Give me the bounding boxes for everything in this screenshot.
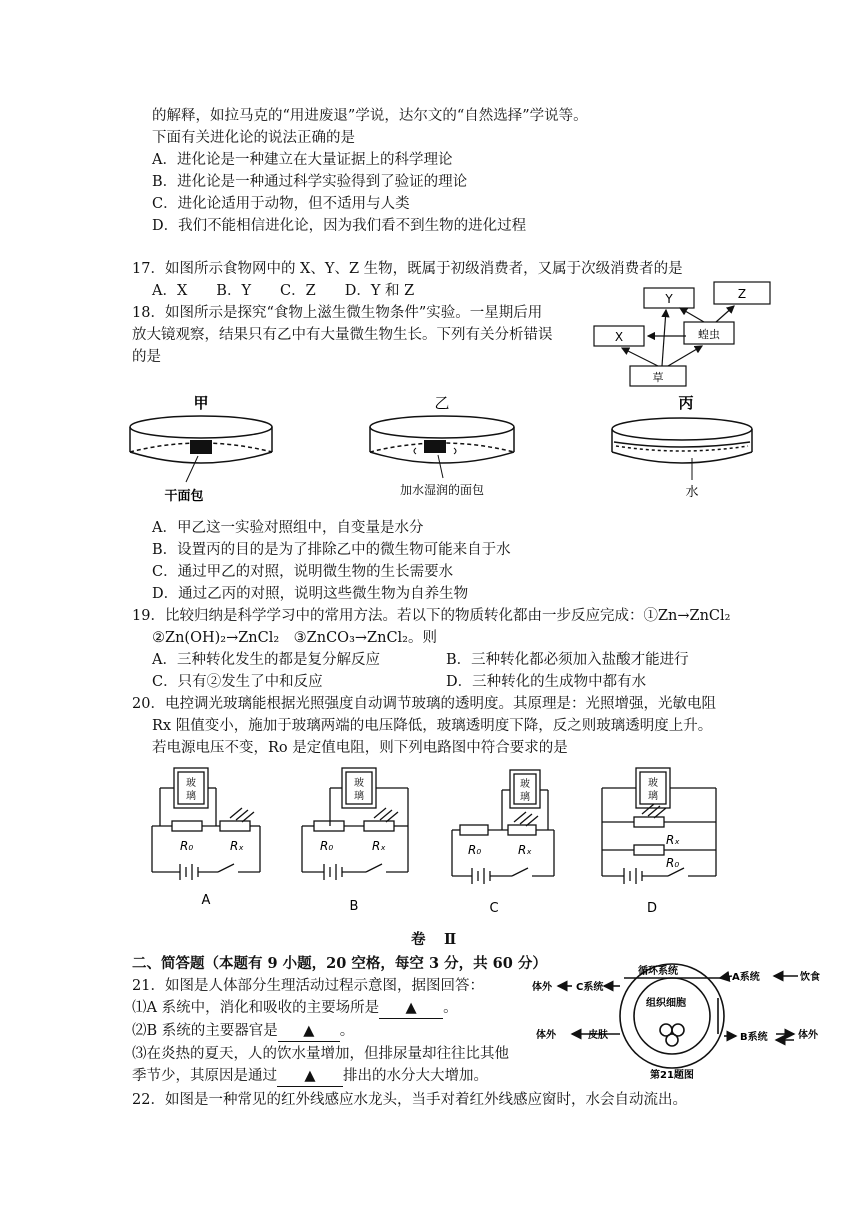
- q18-line2-text: 放大镜观察，结果只有乙中有大量微生物生长。下列有关分析: [132, 327, 524, 343]
- q21-part2: ⑵B 系统的主要器官是 ▲ 。: [132, 1021, 354, 1042]
- q18-option-d: D．通过乙丙的对照，说明这些微生物为自养生物: [152, 586, 469, 602]
- fig21-outside-right: 体外: [798, 1030, 818, 1041]
- physiology-figure: [532, 950, 832, 1082]
- b-rx-label: Rₓ: [372, 839, 386, 853]
- petri-dish-figure: [126, 388, 766, 508]
- q16-line: 的解释，如拉马克的“用进废退”学说，达尔文的“自然选择”学说等。: [152, 108, 588, 124]
- q21-part3-tail: 排出的水分大大增加。: [343, 1068, 488, 1084]
- q19-option-c: C．只有②发生了中和反应: [152, 674, 323, 690]
- food-web-y: Y: [665, 292, 673, 306]
- q17-options: A．X B．Y C．Z D．Y 和 Z: [152, 283, 415, 299]
- q19-option-d: D．三种转化的生成物中都有水: [446, 674, 647, 690]
- q18-line1: 18．如图所示是探究“食物上滋生微生物条件”实验。一星期后用: [132, 305, 543, 321]
- q16-stem: 下面有关进化论的说法正确的是: [152, 130, 355, 146]
- dish-bing-label: 水: [685, 485, 699, 500]
- q17-stem: 17．如图所示食物网中的 X、Y、Z 生物，既属于初级消费者，又属于次级消费者的是: [132, 261, 683, 277]
- glass-d-top: 玻: [648, 778, 658, 789]
- food-web-figure: [588, 278, 784, 390]
- b-r0-label: R₀: [320, 839, 334, 853]
- circuit-label-d: D: [646, 901, 658, 916]
- volume-two-title: 卷 Ⅱ: [411, 931, 459, 948]
- q18-emphasis-wrong: 错误: [523, 327, 553, 343]
- food-web-insect: 蝗虫: [698, 328, 720, 341]
- a-r0-label: R₀: [180, 839, 194, 853]
- fig21-c-system: C系统: [576, 982, 604, 993]
- circuit-label-b: B: [349, 899, 359, 914]
- q20-line1: 20．电控调光玻璃能根据光照强度自动调节玻璃的透明度。其原理是：光照增强，光敏电阻: [132, 696, 716, 712]
- q21-blank-3[interactable]: ▲: [277, 1066, 343, 1087]
- dish-yi-title: 乙: [434, 394, 450, 412]
- glass-c-bottom: 璃: [520, 792, 530, 803]
- fig21-circulatory: 循环系统: [638, 966, 678, 977]
- q21-part2-text: ⑵B 系统的主要器官是: [132, 1023, 278, 1039]
- fig21-food: 饮食: [800, 972, 820, 983]
- q19-option-a: A．三种转化发生的都是复分解反应: [152, 652, 380, 668]
- q21-part1-text: ⑴A 系统中，消化和吸收的主要场所是: [132, 1000, 380, 1016]
- fig21-tissue: 组织细胞: [646, 998, 686, 1009]
- q21-blank-1[interactable]: ▲: [379, 998, 443, 1019]
- fig21-outside-left-top: 体外: [532, 982, 552, 993]
- q19-option-b: B．三种转化都必须加入盐酸才能进行: [446, 652, 689, 668]
- food-web-grass: 草: [652, 371, 664, 384]
- c-rx-label: Rₓ: [518, 843, 532, 857]
- food-web-x: X: [614, 330, 624, 344]
- q18-option-b: B．设置丙的目的是为了排除乙中的微生物可能来自于水: [152, 542, 511, 558]
- q18-option-a: A．甲乙这一实验对照组中，自变量是水分: [152, 520, 424, 536]
- q20-line3: 若电源电压不变，Ro 是定值电阻，则下列电路图中符合要求的是: [152, 740, 568, 756]
- q19-line2: ②Zn(OH)₂→ZnCl₂ ③ZnCO₃→ZnCl₂。则: [152, 630, 437, 646]
- q21-stem: 21．如图是人体部分生理活动过程示意图，据图回答：: [132, 978, 484, 994]
- glass-b-top: 玻: [354, 778, 364, 789]
- fig21-outside-left-bottom: 体外: [536, 1030, 556, 1041]
- fig21-a-system: A系统: [732, 972, 760, 983]
- q16-option-d: D．我们不能相信进化论，因为我们看不到生物的进化过程: [152, 218, 527, 234]
- circuit-label-a: A: [201, 893, 211, 908]
- q16-option-a: A．进化论是一种建立在大量证据上的科学理论: [152, 152, 453, 168]
- circuit-label-c: C: [489, 901, 499, 916]
- d-r0-label: R₀: [666, 856, 680, 870]
- q20-line2: Rx 阻值变小，施加于玻璃两端的电压降低，玻璃透明度下降，反之则玻璃透明度上升。: [152, 718, 713, 734]
- dish-jia-title: 甲: [193, 394, 209, 412]
- q18-line3: 的是: [132, 349, 161, 365]
- q16-option-b: B．进化论是一种通过科学实验得到了验证的理论: [152, 174, 468, 190]
- glass-c-top: 玻: [520, 779, 530, 790]
- glass-d-bottom: 璃: [648, 791, 658, 802]
- glass-a-top: 玻: [186, 778, 196, 789]
- q21-part1: ⑴A 系统中，消化和吸收的主要场所是 ▲ 。: [132, 998, 458, 1019]
- fig21-caption: 第21题图: [650, 1070, 694, 1081]
- q22-stem: 22．如图是一种常见的红外线感应水龙头，当手对着红外线感应窗时，水会自动流出。: [132, 1092, 687, 1108]
- fig21-b-system: B系统: [740, 1032, 768, 1043]
- q19-line1: 19．比较归纳是科学学习中的常用方法。若以下的物质转化都由一步反应完成：①Zn→ZnCl₂: [132, 608, 731, 624]
- food-web-z: Z: [737, 287, 747, 301]
- q18-option-c: C．通过甲乙的对照，说明微生物的生长需要水: [152, 564, 454, 580]
- q21-part3-text: 季节少，其原因是通过: [132, 1068, 277, 1084]
- glass-a-bottom: 璃: [186, 791, 196, 802]
- d-rx-label: Rₓ: [666, 833, 680, 847]
- circuit-figure: [146, 764, 726, 916]
- q18-line2: [132, 325, 553, 345]
- dish-jia-label: 干面包: [164, 489, 204, 504]
- fig21-skin: 皮肤: [588, 1030, 608, 1041]
- c-r0-label: R₀: [468, 843, 482, 857]
- a-rx-label: Rₓ: [230, 839, 244, 853]
- q16-option-c: C．进化论适用于动物，但不适用与人类: [152, 196, 410, 212]
- q21-blank-2[interactable]: ▲: [278, 1021, 340, 1042]
- dish-bing-title: 丙: [678, 394, 694, 412]
- section-two-heading: 二、简答题（本题有 9 小题，20 空格，每空 3 分，共 60 分）: [132, 955, 547, 972]
- q21-part3-line2: [132, 1066, 488, 1087]
- q21-part3-line1: ⑶在炎热的夏天，人的饮水量增加，但排尿量却往往比其他: [132, 1046, 509, 1062]
- glass-b-bottom: 璃: [354, 791, 364, 802]
- dish-yi-label: 加水湿润的面包: [399, 483, 485, 497]
